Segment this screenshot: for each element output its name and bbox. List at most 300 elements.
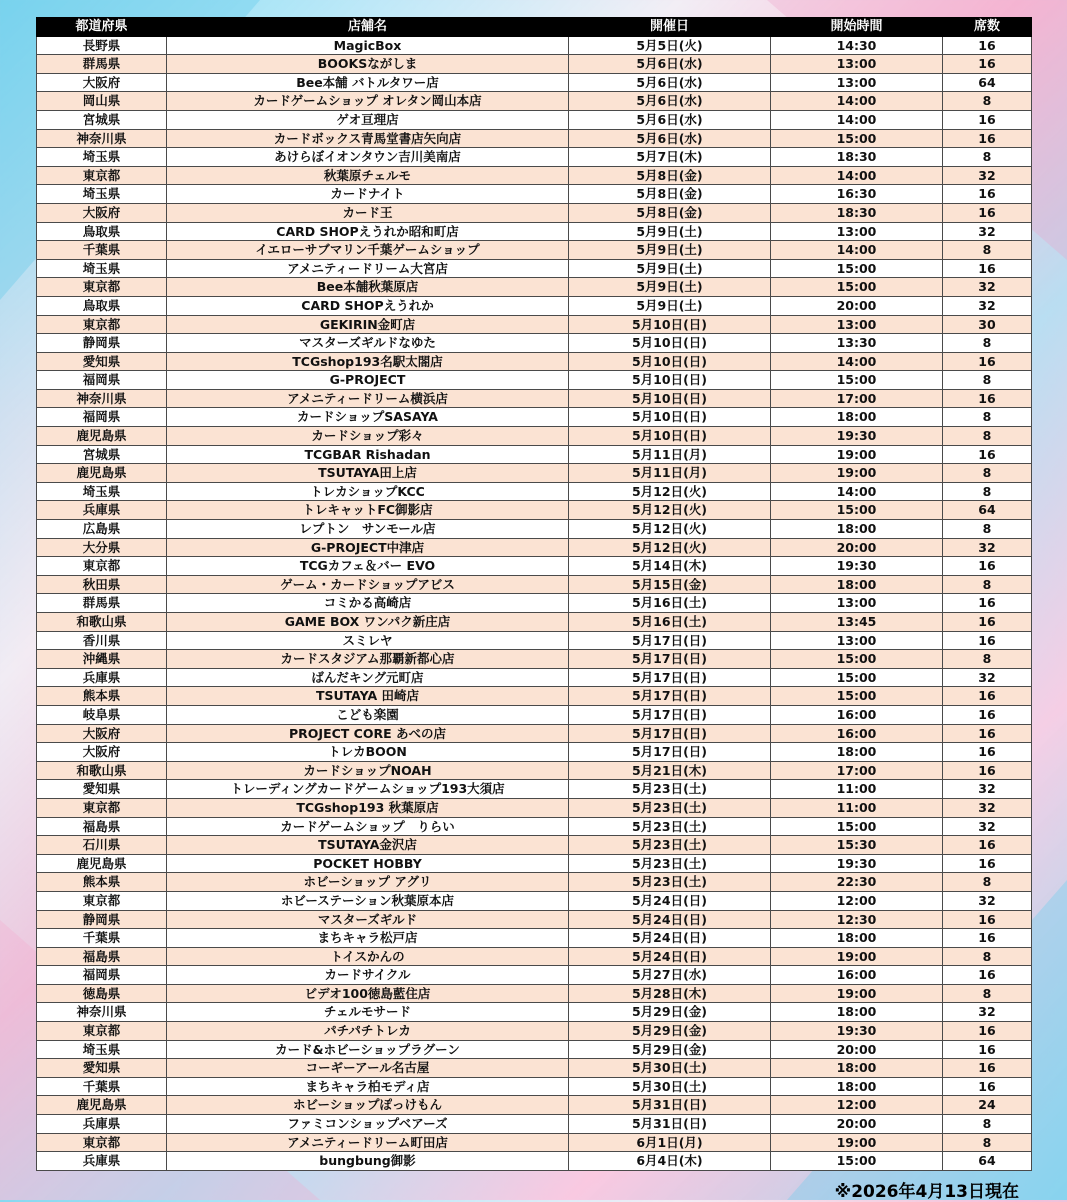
cell-prefecture: 鹿児島県	[37, 1096, 167, 1115]
table-row	[37, 427, 1032, 446]
cell-start-time: 16:00	[771, 705, 943, 724]
cell-shop-name: あけらぼイオンタウン吉川美南店	[167, 148, 569, 167]
cell-shop-name: TCGshop193 秋葉原店	[167, 798, 569, 817]
table-row	[37, 1133, 1032, 1152]
cell-event-date: 5月6日(水)	[569, 129, 771, 148]
cell-shop-name: カード王	[167, 203, 569, 222]
cell-start-time: 15:00	[771, 650, 943, 669]
event-schedule	[36, 17, 1031, 1171]
cell-shop-name: トレカショップKCC	[167, 482, 569, 501]
table-row	[37, 129, 1032, 148]
cell-prefecture: 兵庫県	[37, 1152, 167, 1171]
table-row	[37, 371, 1032, 390]
cell-start-time: 13:00	[771, 55, 943, 74]
cell-start-time: 15:00	[771, 278, 943, 297]
cell-event-date: 5月6日(水)	[569, 73, 771, 92]
cell-shop-name: ホビーショップぽっけもん	[167, 1096, 569, 1115]
cell-seats: 16	[943, 389, 1032, 408]
cell-start-time: 19:00	[771, 947, 943, 966]
cell-start-time: 17:00	[771, 761, 943, 780]
cell-prefecture: 宮城県	[37, 110, 167, 129]
cell-shop-name: Bee本舗秋葉原店	[167, 278, 569, 297]
cell-prefecture: 静岡県	[37, 334, 167, 353]
cell-prefecture: 大阪府	[37, 73, 167, 92]
cell-start-time: 19:00	[771, 984, 943, 1003]
cell-shop-name: レプトン サンモール店	[167, 520, 569, 539]
cell-seats: 8	[943, 575, 1032, 594]
cell-prefecture: 群馬県	[37, 594, 167, 613]
cell-prefecture: 鹿児島県	[37, 427, 167, 446]
cell-event-date: 5月12日(火)	[569, 501, 771, 520]
cell-seats: 64	[943, 501, 1032, 520]
table-row	[37, 1003, 1032, 1022]
cell-seats: 32	[943, 278, 1032, 297]
cell-seats: 64	[943, 73, 1032, 92]
table-row	[37, 984, 1032, 1003]
cell-seats: 8	[943, 482, 1032, 501]
cell-shop-name: スミレヤ	[167, 631, 569, 650]
cell-shop-name: ファミコンショップベアーズ	[167, 1115, 569, 1134]
table-row	[37, 110, 1032, 129]
cell-seats: 16	[943, 594, 1032, 613]
cell-prefecture: 広島県	[37, 520, 167, 539]
cell-shop-name: CARD SHOPえうれか	[167, 296, 569, 315]
cell-seats: 32	[943, 1003, 1032, 1022]
cell-shop-name: TCGBAR Rishadan	[167, 445, 569, 464]
cell-shop-name: TCGshop193名駅太閤店	[167, 352, 569, 371]
cell-start-time: 18:00	[771, 408, 943, 427]
cell-seats: 16	[943, 445, 1032, 464]
cell-start-time: 16:00	[771, 724, 943, 743]
table-row	[37, 334, 1032, 353]
cell-seats: 32	[943, 668, 1032, 687]
cell-seats: 8	[943, 520, 1032, 539]
cell-prefecture: 熊本県	[37, 873, 167, 892]
cell-event-date: 5月17日(日)	[569, 724, 771, 743]
cell-shop-name: ビデオ100徳島藍住店	[167, 984, 569, 1003]
cell-seats: 32	[943, 222, 1032, 241]
table-row	[37, 445, 1032, 464]
cell-seats: 16	[943, 761, 1032, 780]
cell-shop-name: トイスかんの	[167, 947, 569, 966]
cell-shop-name: トレーディングカードゲームショップ193大須店	[167, 780, 569, 799]
cell-shop-name: まちキャラ柏モディ店	[167, 1077, 569, 1096]
cell-prefecture: 香川県	[37, 631, 167, 650]
cell-start-time: 13:45	[771, 613, 943, 632]
cell-event-date: 5月5日(火)	[569, 36, 771, 55]
cell-start-time: 18:00	[771, 743, 943, 762]
cell-seats: 64	[943, 1152, 1032, 1171]
cell-event-date: 5月29日(金)	[569, 1022, 771, 1041]
cell-start-time: 16:00	[771, 966, 943, 985]
cell-prefecture: 秋田県	[37, 575, 167, 594]
cell-prefecture: 東京都	[37, 1022, 167, 1041]
cell-shop-name: G-PROJECT中津店	[167, 538, 569, 557]
cell-shop-name: bungbung御影	[167, 1152, 569, 1171]
cell-seats: 16	[943, 836, 1032, 855]
table-row	[37, 36, 1032, 55]
cell-event-date: 5月12日(火)	[569, 538, 771, 557]
table-row	[37, 780, 1032, 799]
cell-event-date: 5月8日(金)	[569, 166, 771, 185]
table-row	[37, 724, 1032, 743]
table-row	[37, 817, 1032, 836]
cell-prefecture: 東京都	[37, 315, 167, 334]
cell-event-date: 5月9日(土)	[569, 278, 771, 297]
cell-prefecture: 岐阜県	[37, 705, 167, 724]
cell-prefecture: 鹿児島県	[37, 464, 167, 483]
cell-seats: 16	[943, 129, 1032, 148]
table-row	[37, 92, 1032, 111]
cell-event-date: 5月12日(火)	[569, 482, 771, 501]
cell-event-date: 5月28日(木)	[569, 984, 771, 1003]
cell-prefecture: 東京都	[37, 166, 167, 185]
cell-start-time: 19:00	[771, 445, 943, 464]
cell-seats: 16	[943, 724, 1032, 743]
cell-start-time: 18:00	[771, 1003, 943, 1022]
cell-shop-name: カードショップNOAH	[167, 761, 569, 780]
cell-prefecture: 東京都	[37, 278, 167, 297]
cell-event-date: 5月6日(水)	[569, 110, 771, 129]
table-row	[37, 389, 1032, 408]
cell-shop-name: カードスタジアム那覇新都心店	[167, 650, 569, 669]
cell-prefecture: 福島県	[37, 817, 167, 836]
table-row	[37, 557, 1032, 576]
cell-start-time: 18:30	[771, 148, 943, 167]
cell-event-date: 6月1日(月)	[569, 1133, 771, 1152]
cell-prefecture: 東京都	[37, 557, 167, 576]
cell-seats: 8	[943, 334, 1032, 353]
cell-start-time: 19:30	[771, 427, 943, 446]
cell-start-time: 18:00	[771, 1059, 943, 1078]
cell-prefecture: 大阪府	[37, 724, 167, 743]
cell-shop-name: コミかる高崎店	[167, 594, 569, 613]
table-row	[37, 185, 1032, 204]
cell-prefecture: 熊本県	[37, 687, 167, 706]
cell-start-time: 18:00	[771, 520, 943, 539]
table-row	[37, 408, 1032, 427]
cell-seats: 8	[943, 464, 1032, 483]
cell-shop-name: アメニティードリーム町田店	[167, 1133, 569, 1152]
as-of-note: ※2026年4月13日現在	[834, 1182, 1019, 1202]
cell-start-time: 20:00	[771, 538, 943, 557]
cell-shop-name: ゲーム・カードショップアビス	[167, 575, 569, 594]
cell-prefecture: 東京都	[37, 798, 167, 817]
cell-prefecture: 徳島県	[37, 984, 167, 1003]
table-row	[37, 222, 1032, 241]
cell-seats: 16	[943, 110, 1032, 129]
cell-start-time: 19:00	[771, 464, 943, 483]
cell-event-date: 5月27日(水)	[569, 966, 771, 985]
cell-event-date: 5月23日(土)	[569, 780, 771, 799]
cell-seats: 16	[943, 613, 1032, 632]
cell-shop-name: チェルモサード	[167, 1003, 569, 1022]
header-start-time: 開始時間	[771, 18, 943, 37]
table-row	[37, 296, 1032, 315]
cell-event-date: 5月8日(金)	[569, 185, 771, 204]
cell-start-time: 11:00	[771, 798, 943, 817]
cell-seats: 16	[943, 1077, 1032, 1096]
cell-seats: 16	[943, 631, 1032, 650]
table-row	[37, 1022, 1032, 1041]
cell-start-time: 15:00	[771, 1152, 943, 1171]
cell-event-date: 5月17日(日)	[569, 631, 771, 650]
cell-event-date: 5月10日(日)	[569, 334, 771, 353]
table-row	[37, 501, 1032, 520]
cell-shop-name: Bee本舗 バトルタワー店	[167, 73, 569, 92]
table-row	[37, 1077, 1032, 1096]
cell-shop-name: 秋葉原チェルモ	[167, 166, 569, 185]
cell-event-date: 5月10日(日)	[569, 389, 771, 408]
cell-prefecture: 鳥取県	[37, 296, 167, 315]
cell-event-date: 5月24日(日)	[569, 929, 771, 948]
table-row	[37, 1059, 1032, 1078]
cell-event-date: 5月7日(木)	[569, 148, 771, 167]
cell-event-date: 5月10日(日)	[569, 352, 771, 371]
cell-event-date: 5月12日(火)	[569, 520, 771, 539]
table-row	[37, 594, 1032, 613]
cell-event-date: 5月17日(日)	[569, 668, 771, 687]
cell-seats: 16	[943, 743, 1032, 762]
header-prefecture: 都道府県	[37, 18, 167, 37]
cell-prefecture: 愛知県	[37, 352, 167, 371]
cell-start-time: 13:00	[771, 222, 943, 241]
cell-event-date: 5月14日(木)	[569, 557, 771, 576]
cell-start-time: 20:00	[771, 1040, 943, 1059]
cell-start-time: 18:30	[771, 203, 943, 222]
cell-prefecture: 埼玉県	[37, 185, 167, 204]
table-row	[37, 631, 1032, 650]
cell-prefecture: 兵庫県	[37, 501, 167, 520]
cell-shop-name: MagicBox	[167, 36, 569, 55]
cell-start-time: 19:30	[771, 557, 943, 576]
cell-prefecture: 千葉県	[37, 929, 167, 948]
header-seats: 席数	[943, 18, 1032, 37]
table-row	[37, 575, 1032, 594]
cell-seats: 16	[943, 1022, 1032, 1041]
table-row	[37, 687, 1032, 706]
table-row	[37, 929, 1032, 948]
cell-prefecture: 神奈川県	[37, 129, 167, 148]
cell-prefecture: 埼玉県	[37, 482, 167, 501]
cell-seats: 32	[943, 296, 1032, 315]
table-row	[37, 203, 1032, 222]
cell-shop-name: トレカBOON	[167, 743, 569, 762]
cell-event-date: 5月17日(日)	[569, 687, 771, 706]
cell-event-date: 5月9日(土)	[569, 222, 771, 241]
cell-shop-name: ゲオ亘理店	[167, 110, 569, 129]
cell-shop-name: GAME BOX ワンパク新庄店	[167, 613, 569, 632]
cell-event-date: 5月23日(土)	[569, 836, 771, 855]
cell-prefecture: 長野県	[37, 36, 167, 55]
cell-start-time: 15:00	[771, 817, 943, 836]
cell-seats: 16	[943, 55, 1032, 74]
table-row	[37, 798, 1032, 817]
cell-seats: 8	[943, 148, 1032, 167]
table-row	[37, 520, 1032, 539]
cell-shop-name: ホビーショップ アグリ	[167, 873, 569, 892]
cell-prefecture: 沖縄県	[37, 650, 167, 669]
cell-seats: 8	[943, 1133, 1032, 1152]
cell-event-date: 5月10日(日)	[569, 315, 771, 334]
table-row	[37, 259, 1032, 278]
cell-prefecture: 兵庫県	[37, 668, 167, 687]
cell-prefecture: 和歌山県	[37, 613, 167, 632]
cell-start-time: 12:30	[771, 910, 943, 929]
table-row	[37, 743, 1032, 762]
table-row	[37, 464, 1032, 483]
cell-prefecture: 宮城県	[37, 445, 167, 464]
cell-event-date: 5月30日(土)	[569, 1059, 771, 1078]
cell-prefecture: 大阪府	[37, 203, 167, 222]
table-row	[37, 705, 1032, 724]
table-row	[37, 854, 1032, 873]
cell-start-time: 15:00	[771, 259, 943, 278]
cell-prefecture: 鳥取県	[37, 222, 167, 241]
cell-seats: 8	[943, 427, 1032, 446]
cell-prefecture: 石川県	[37, 836, 167, 855]
table-row	[37, 538, 1032, 557]
cell-shop-name: TSUTAYA 田崎店	[167, 687, 569, 706]
table-row	[37, 668, 1032, 687]
cell-shop-name: カード&ホビーショップラグーン	[167, 1040, 569, 1059]
cell-shop-name: PROJECT CORE あべの店	[167, 724, 569, 743]
cell-event-date: 5月17日(日)	[569, 650, 771, 669]
cell-shop-name: カードサイクル	[167, 966, 569, 985]
cell-prefecture: 神奈川県	[37, 1003, 167, 1022]
table-row	[37, 650, 1032, 669]
cell-event-date: 5月6日(水)	[569, 55, 771, 74]
cell-start-time: 14:00	[771, 110, 943, 129]
cell-seats: 16	[943, 1040, 1032, 1059]
cell-start-time: 14:30	[771, 36, 943, 55]
cell-seats: 16	[943, 1059, 1032, 1078]
cell-seats: 8	[943, 371, 1032, 390]
header-event-date: 開催日	[569, 18, 771, 37]
cell-event-date: 5月9日(土)	[569, 259, 771, 278]
cell-start-time: 12:00	[771, 1096, 943, 1115]
cell-shop-name: コーギーアール名古屋	[167, 1059, 569, 1078]
table-row	[37, 482, 1032, 501]
cell-shop-name: ばんだキング元町店	[167, 668, 569, 687]
table-row	[37, 891, 1032, 910]
cell-shop-name: マスターズギルド	[167, 910, 569, 929]
cell-start-time: 14:00	[771, 166, 943, 185]
cell-seats: 8	[943, 241, 1032, 260]
cell-prefecture: 岡山県	[37, 92, 167, 111]
schedule-table	[36, 17, 1032, 1171]
cell-shop-name: イエローサブマリン千葉ゲームショップ	[167, 241, 569, 260]
cell-start-time: 18:00	[771, 929, 943, 948]
cell-seats: 32	[943, 166, 1032, 185]
cell-shop-name: CARD SHOPえうれか昭和町店	[167, 222, 569, 241]
table-row	[37, 1096, 1032, 1115]
cell-shop-name: BOOKSながしま	[167, 55, 569, 74]
cell-shop-name: まちキャラ松戸店	[167, 929, 569, 948]
cell-start-time: 18:00	[771, 575, 943, 594]
cell-prefecture: 愛知県	[37, 1059, 167, 1078]
cell-event-date: 5月31日(日)	[569, 1096, 771, 1115]
table-row	[37, 836, 1032, 855]
cell-event-date: 5月23日(土)	[569, 873, 771, 892]
cell-start-time: 19:30	[771, 1022, 943, 1041]
cell-start-time: 18:00	[771, 1077, 943, 1096]
cell-seats: 24	[943, 1096, 1032, 1115]
cell-prefecture: 福岡県	[37, 966, 167, 985]
cell-prefecture: 福岡県	[37, 408, 167, 427]
header-shop-name: 店舗名	[167, 18, 569, 37]
cell-event-date: 5月16日(土)	[569, 594, 771, 613]
table-row	[37, 947, 1032, 966]
cell-prefecture: 神奈川県	[37, 389, 167, 408]
cell-seats: 16	[943, 929, 1032, 948]
cell-prefecture: 東京都	[37, 891, 167, 910]
cell-seats: 16	[943, 854, 1032, 873]
cell-shop-name: パチパチトレカ	[167, 1022, 569, 1041]
cell-seats: 32	[943, 817, 1032, 836]
cell-prefecture: 千葉県	[37, 1077, 167, 1096]
cell-seats: 32	[943, 538, 1032, 557]
cell-seats: 8	[943, 947, 1032, 966]
cell-event-date: 5月9日(土)	[569, 241, 771, 260]
cell-shop-name: マスターズギルドなゆた	[167, 334, 569, 353]
cell-seats: 16	[943, 705, 1032, 724]
cell-shop-name: こども楽園	[167, 705, 569, 724]
cell-start-time: 15:30	[771, 836, 943, 855]
cell-prefecture: 埼玉県	[37, 1040, 167, 1059]
cell-event-date: 5月30日(土)	[569, 1077, 771, 1096]
cell-seats: 16	[943, 557, 1032, 576]
cell-shop-name: TSUTAYA田上店	[167, 464, 569, 483]
cell-prefecture: 福岡県	[37, 371, 167, 390]
cell-event-date: 5月24日(日)	[569, 891, 771, 910]
cell-prefecture: 兵庫県	[37, 1115, 167, 1134]
cell-start-time: 19:30	[771, 854, 943, 873]
cell-seats: 16	[943, 966, 1032, 985]
table-row	[37, 761, 1032, 780]
cell-shop-name: カードショップ彩々	[167, 427, 569, 446]
cell-event-date: 5月23日(土)	[569, 798, 771, 817]
cell-event-date: 5月15日(金)	[569, 575, 771, 594]
cell-event-date: 5月17日(日)	[569, 743, 771, 762]
table-row	[37, 166, 1032, 185]
cell-seats: 8	[943, 92, 1032, 111]
cell-start-time: 11:00	[771, 780, 943, 799]
cell-start-time: 15:00	[771, 371, 943, 390]
cell-shop-name: トレキャットFC御影店	[167, 501, 569, 520]
cell-start-time: 15:00	[771, 129, 943, 148]
cell-seats: 32	[943, 780, 1032, 799]
cell-shop-name: カードゲームショップ オレタン岡山本店	[167, 92, 569, 111]
table-row	[37, 55, 1032, 74]
cell-prefecture: 千葉県	[37, 241, 167, 260]
cell-event-date: 6月4日(木)	[569, 1152, 771, 1171]
cell-prefecture: 東京都	[37, 1133, 167, 1152]
cell-seats: 16	[943, 687, 1032, 706]
cell-seats: 16	[943, 352, 1032, 371]
cell-seats: 32	[943, 798, 1032, 817]
table-row	[37, 1040, 1032, 1059]
cell-seats: 8	[943, 408, 1032, 427]
cell-shop-name: POCKET HOBBY	[167, 854, 569, 873]
cell-seats: 8	[943, 873, 1032, 892]
table-row	[37, 278, 1032, 297]
cell-shop-name: カードボックス青馬堂書店矢向店	[167, 129, 569, 148]
cell-seats: 8	[943, 650, 1032, 669]
cell-start-time: 20:00	[771, 1115, 943, 1134]
table-row	[37, 873, 1032, 892]
cell-event-date: 5月8日(金)	[569, 203, 771, 222]
